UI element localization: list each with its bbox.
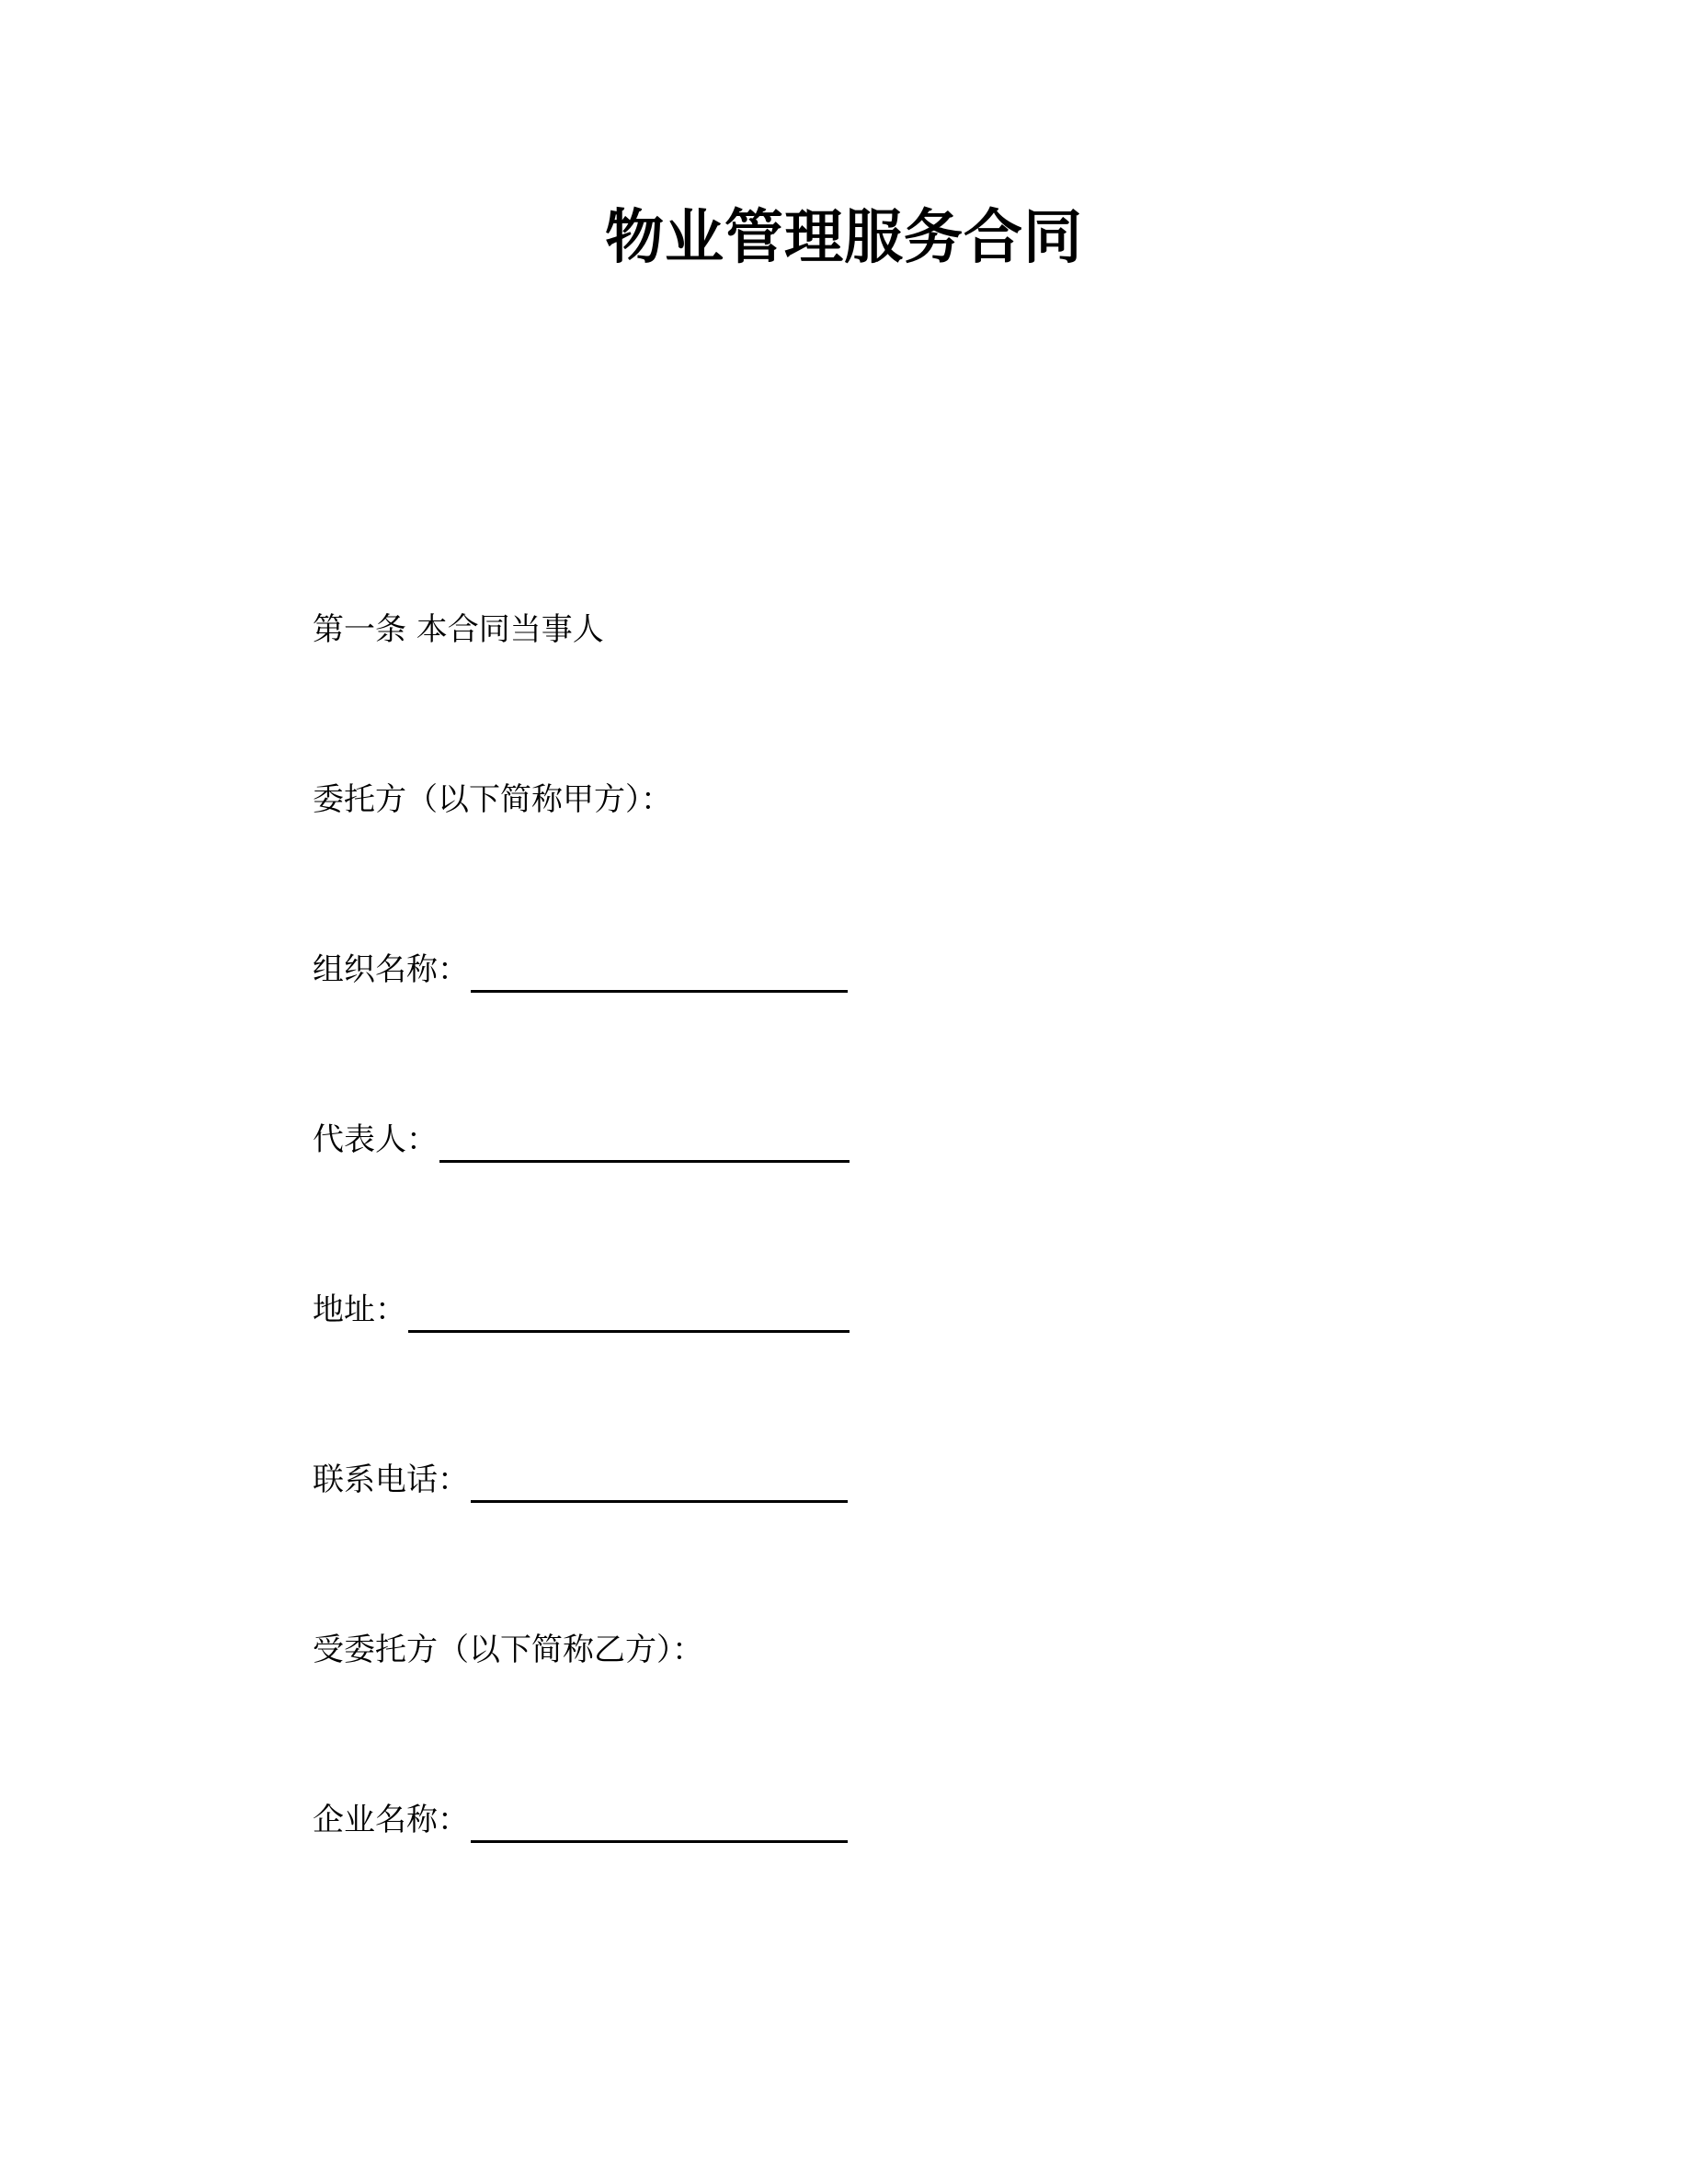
party-a-heading-label: 委托方（以下简称甲方）：	[313, 781, 672, 818]
party-a-address-row	[313, 1287, 850, 1333]
party-a-address-label: 地址：	[313, 1291, 406, 1328]
party-b-company-name-field[interactable]	[471, 1803, 848, 1843]
party-b-heading-label: 受委托方（以下简称乙方）：	[313, 1632, 703, 1668]
party-a-heading	[313, 777, 672, 823]
contract-title: 物业管理服务合同	[605, 204, 1083, 272]
party-a-org-name-row	[313, 947, 848, 993]
party-a-representative-row	[313, 1117, 850, 1163]
party-a-phone-label: 联系电话：	[313, 1462, 469, 1498]
party-a-address-field[interactable]	[408, 1293, 850, 1333]
party-b-heading	[313, 1627, 703, 1673]
party-a-org-name-field[interactable]	[471, 953, 848, 993]
party-a-phone-field[interactable]	[471, 1463, 848, 1503]
party-a-org-name-label: 组织名称：	[313, 951, 469, 988]
party-b-company-name-row	[313, 1797, 848, 1843]
party-b-company-name-label: 企业名称：	[313, 1802, 469, 1838]
article-1-heading	[313, 607, 604, 653]
party-a-representative-label: 代表人：	[313, 1121, 438, 1158]
party-a-representative-field[interactable]	[439, 1123, 850, 1163]
article-1-label: 第一条 本合同当事人	[313, 611, 604, 648]
party-a-phone-row	[313, 1457, 848, 1503]
